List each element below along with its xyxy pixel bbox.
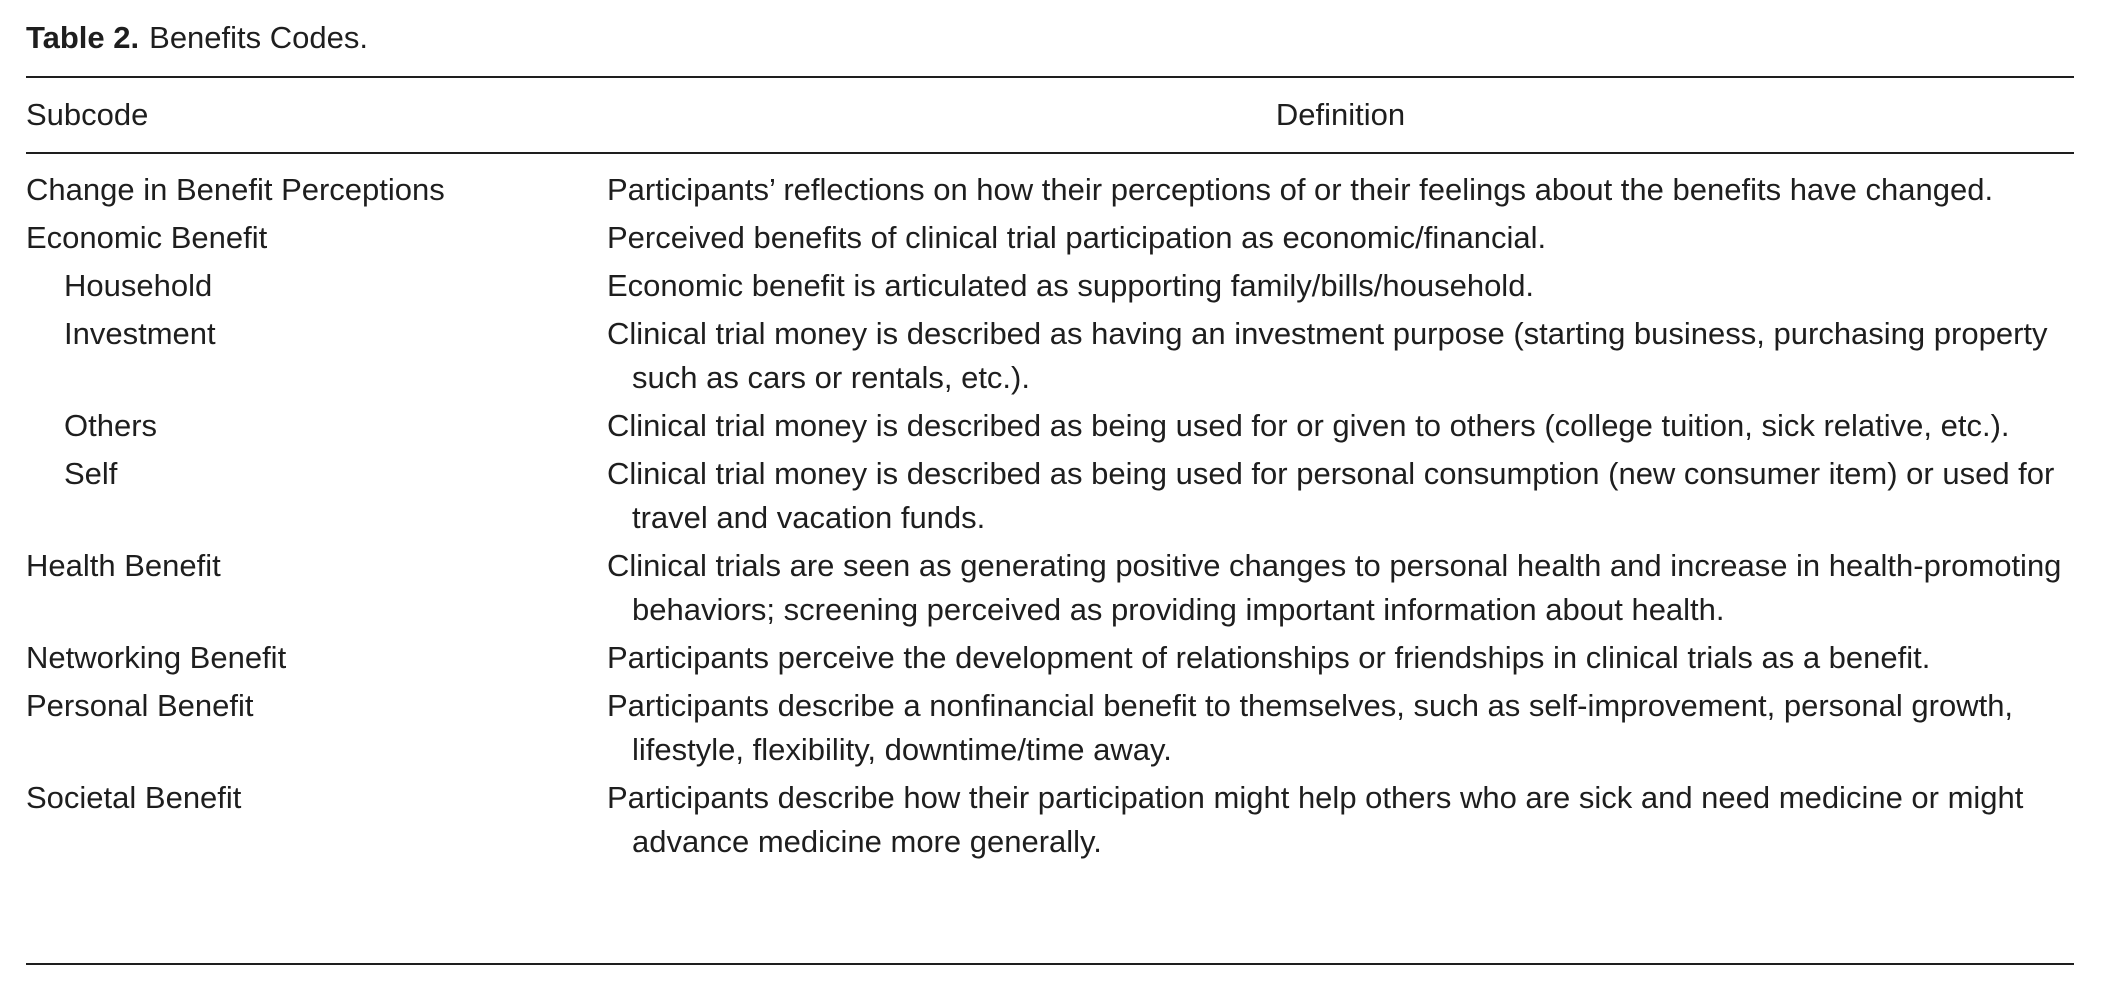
table-row	[26, 404, 2074, 448]
table-row	[26, 636, 2074, 680]
table-row	[26, 544, 2074, 632]
header-definition: Definition	[1275, 97, 1406, 132]
header-subcode: Subcode	[26, 97, 149, 132]
table-row	[26, 776, 2074, 864]
definition-cell: Participants perceive the development of relationships or friendships in clinical trials as a benefit.	[607, 640, 1931, 675]
table-body	[26, 168, 2074, 868]
subcode-cell: Others	[64, 408, 158, 443]
table-row	[26, 684, 2074, 772]
definition-cell: Clinical trial money is described as being used for personal consumption (new consumer item) or used for travel and vacation funds.	[607, 456, 2055, 535]
definition-cell: Participants describe a nonfinancial benefit to themselves, such as self-improvement, personal growth, lifestyle, flexibility, downtime/time away.	[607, 688, 2014, 767]
table-row	[26, 168, 2074, 212]
definition-cell: Clinical trial money is described as being used for or given to others (college tuition, sick relative, etc.).	[607, 408, 2010, 443]
subcode-cell: Personal Benefit	[26, 688, 254, 723]
subcode-cell: Self	[64, 456, 118, 491]
subcode-cell: Economic Benefit	[26, 220, 268, 255]
definition-cell: Clinical trials are seen as generating positive changes to personal health and increase in health-promoting behaviors; screening perceived as providing important information about health.	[607, 548, 2062, 627]
table-row	[26, 452, 2074, 540]
subcode-cell: Health Benefit	[26, 548, 221, 583]
bottom-rule	[26, 963, 2074, 965]
subcode-cell: Change in Benefit Perceptions	[26, 172, 445, 207]
top-rule	[26, 76, 2074, 78]
definition-cell: Participants describe how their participation might help others who are sick and need medicine or might advance medicine more generally.	[607, 780, 2024, 859]
definition-cell: Participants’ reflections on how their perceptions of or their feelings about the benefits have changed.	[607, 172, 1994, 207]
table-row	[26, 216, 2074, 260]
table-row	[26, 264, 2074, 308]
subcode-cell: Networking Benefit	[26, 640, 287, 675]
definition-cell: Perceived benefits of clinical trial participation as economic/financial.	[607, 220, 1547, 255]
table-caption	[26, 18, 368, 58]
table-row	[26, 312, 2074, 400]
table-label: Table 2.	[26, 20, 140, 55]
subcode-cell: Investment	[64, 316, 216, 351]
definition-cell: Clinical trial money is described as having an investment purpose (starting business, purchasing property such as cars or rentals, etc.).	[607, 316, 2048, 395]
header-rule	[26, 152, 2074, 154]
table-title: Benefits Codes.	[149, 20, 368, 55]
definition-cell: Economic benefit is articulated as supporting family/bills/household.	[607, 268, 1535, 303]
subcode-cell: Societal Benefit	[26, 780, 242, 815]
subcode-cell: Household	[64, 268, 213, 303]
